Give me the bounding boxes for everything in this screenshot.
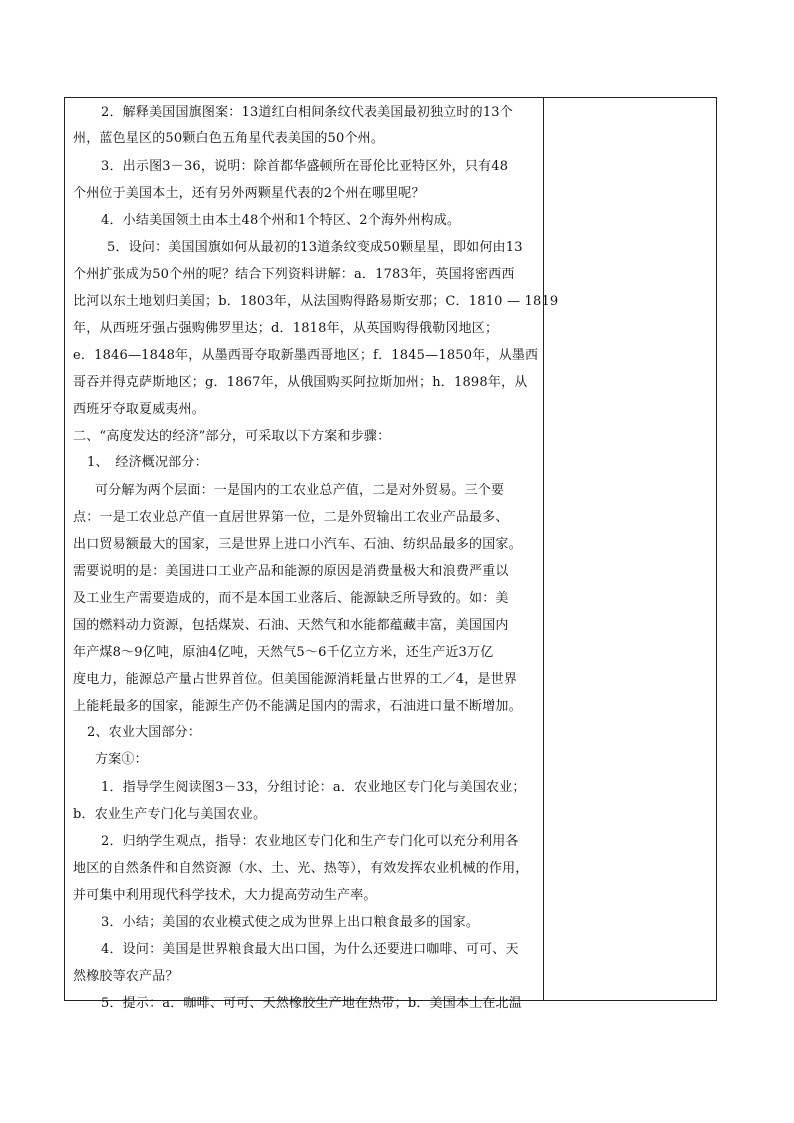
- text-line: 度电力，能源总产量占世界首位。但美国能源消耗量占世界的工／4，是世界: [73, 672, 518, 687]
- text-line: 个州位于美国本土，还有另外两颗星代表的2个州在哪里呢？: [73, 186, 425, 201]
- text-line: 可分解为两个层面：一是国内的工农业总产值，二是对外贸易。三个要: [95, 483, 505, 498]
- text-line: 3．出示图3－36，说明：除首都华盛顿所在哥伦比亚特区外，只有48: [101, 159, 509, 174]
- text-line: b．农业生产专门化与美国农业。: [73, 807, 267, 822]
- text-line: 需要说明的是：美国进口工业产品和能源的原因是消费量极大和浪费严重以: [73, 564, 509, 579]
- text-line: 哥吞并得克萨斯地区；g．1867年，从俄国购买阿拉斯加州；h．1898年，从: [73, 375, 528, 390]
- text-line: 5．提示：a．咖啡、可可、天然橡胶生产地在热带；b．美国本土在北温: [101, 996, 522, 1011]
- text-line: 点：一是工农业总产值一直居世界第一位，二是外贸输出工农业产品最多、: [73, 510, 509, 525]
- subsection-heading: 2、农业大国部分：: [87, 725, 202, 740]
- text-line: 4．设问：美国是世界粮食最大出口国，为什么还要进口咖啡、可可、天: [101, 942, 519, 957]
- text-line: 4．小结美国领土由本土48个州和1个特区、2个海外州构成。: [101, 213, 461, 228]
- text-line: 地区的自然条件和自然资源（水、土、光、热等），有效发挥农业机械的作用，: [73, 861, 529, 876]
- text-line: 比河以东土地划归美国；b．1803年，从法国购得路易斯安那；C．1810 — 1819: [73, 294, 559, 309]
- text-line: 年，从西班牙强占强购佛罗里达；d．1818年，从英国购得俄勒冈地区；: [73, 321, 499, 336]
- text-line: 出口贸易额最大的国家，三是世界上进口小汽车、石油、纺织品最多的国家。: [73, 537, 522, 552]
- text-line: 上能耗最多的国家，能源生产仍不能满足国内的需求，石油进口量不断增加。: [73, 699, 522, 714]
- text-line: e．1846—1848年，从墨西哥夺取新墨西哥地区；f．1845—1850年，从墨西: [73, 348, 539, 363]
- text-line: 西班牙夺取夏威夷州。: [73, 402, 206, 417]
- text-line: 3．小结；美国的农业模式使之成为世界上出口粮食最多的国家。: [101, 915, 480, 930]
- text-line: 方案①：: [95, 752, 148, 767]
- subsection-heading: 1、 经济概况部分：: [87, 455, 208, 470]
- text-line: 国的燃料动力资源，包括煤炭、石油、天然气和水能都蕴藏丰富，美国国内: [73, 618, 509, 633]
- text-line: 然橡胶等农产品？: [73, 969, 179, 984]
- text-line: 州，蓝色星区的50颗白色五角星代表美国的50个州。: [73, 131, 385, 146]
- text-line: 2．归纳学生观点，指导：农业地区专门化和生产专门化可以充分利用各: [101, 834, 519, 849]
- lesson-plan-table: [64, 97, 717, 1011]
- text-line: 年产煤8～9亿吨，原油4亿吨，天然气5～6千亿立方米，还生产近3万亿: [73, 645, 494, 660]
- text-line: 及工业生产需要造成的，而不是本国工业落后、能源缺乏所导致的。如：美: [73, 591, 509, 606]
- text-line: 2．解释美国国旗图案：13道红白相间条纹代表美国最初独立时的13个: [101, 105, 513, 120]
- text-line: 1．指导学生阅读图3－33，分组讨论：a．农业地区专门化与美国农业；: [101, 780, 526, 795]
- lesson-content-cell: [65, 98, 559, 1011]
- text-line: 5．设问：美国国旗如何从最初的13道条纹变成50颗星星，即如何由13: [107, 240, 523, 255]
- text-line: 并可集中利用现代科学技术，大力提高劳动生产率。: [73, 888, 377, 903]
- notes-cell: [544, 98, 716, 1000]
- text-line: 个州扩张成为50个州的呢？结合下列资料讲解：a．1783年，英国将密西西: [73, 267, 515, 282]
- section-heading: 二、“高度发达的经济”部分，可采取以下方案和步骤：: [73, 429, 391, 444]
